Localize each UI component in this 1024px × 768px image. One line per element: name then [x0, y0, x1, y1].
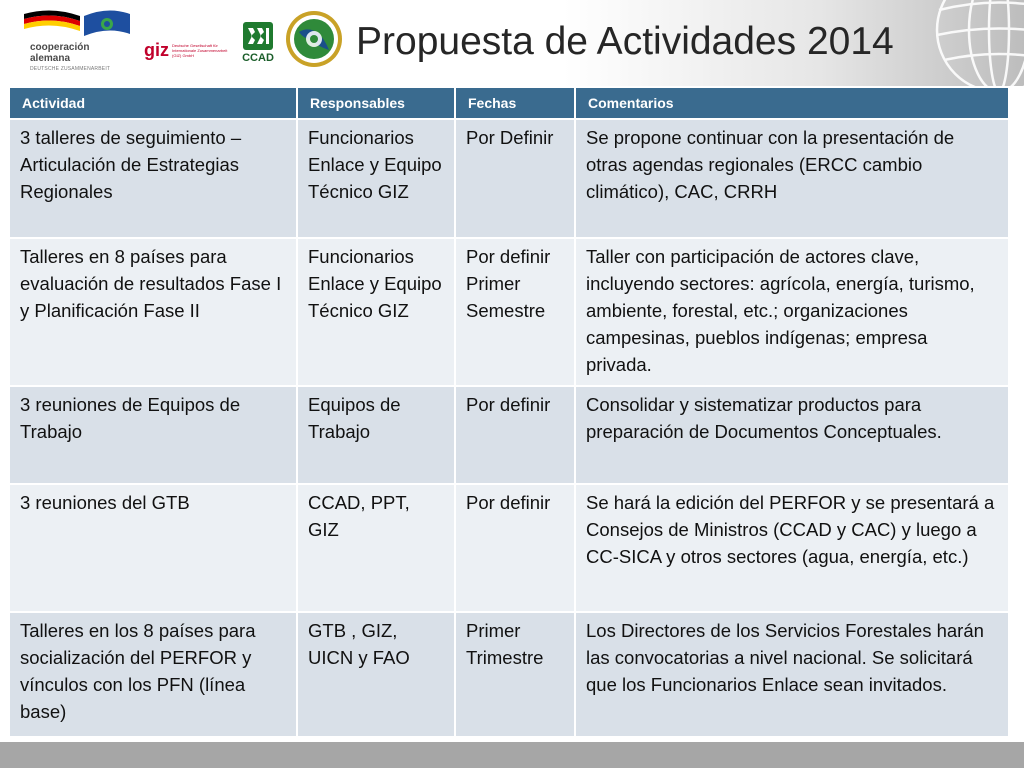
page-title: Propuesta de Actividades 2014	[356, 20, 894, 63]
cell-responsables: Equipos de Trabajo	[297, 386, 455, 484]
cell-responsables: GTB , GIZ, UICN y FAO	[297, 612, 455, 736]
table-row	[10, 484, 1008, 612]
cell-fechas: Por definir	[455, 386, 575, 484]
cell-comentarios: Se propone continuar con la presentación de otras agendas regionales (ERCC cambio climático), CAC, CRRH	[575, 119, 1008, 238]
cell-actividad: 3 talleres de seguimiento – Articulación de Estrategias Regionales	[10, 119, 297, 238]
cell-responsables: CCAD, PPT, GIZ	[297, 484, 455, 612]
cell-responsables: Funcionarios Enlace y Equipo Técnico GIZ	[297, 119, 455, 238]
header-fechas: Fechas	[455, 88, 575, 119]
cell-responsables: Funcionarios Enlace y Equipo Técnico GIZ	[297, 238, 455, 386]
table-row	[10, 386, 1008, 484]
header-actividad: Actividad	[10, 88, 297, 119]
cell-actividad: 3 reuniones de Equipos de Trabajo	[10, 386, 297, 484]
giz-logo	[144, 40, 234, 64]
cell-actividad: 3 reuniones del GTB	[10, 484, 297, 612]
ccad-logo	[241, 22, 275, 66]
cell-fechas: Por definir Primer Semestre	[455, 238, 575, 386]
header-comentarios: Comentarios	[575, 88, 1008, 119]
cell-comentarios: Taller con participación de actores clave, incluyendo sectores: agrícola, energía, turismo, ambiente, forestal, etc.; organizaciones campesinas, pueblos indígenas; empresa privada.	[575, 238, 1008, 386]
sica-seal-icon	[285, 10, 343, 68]
table-header-row	[10, 88, 1008, 119]
coop-line1: cooperación	[30, 42, 90, 53]
cell-actividad: Talleres en los 8 países para socialización del PERFOR y vínculos con los PFN (línea base)	[10, 612, 297, 736]
table-row	[10, 119, 1008, 238]
ccad-emblem-icon	[243, 22, 273, 50]
giz-small-text: Deutsche Gesellschaft für Internationale Zusammenarbeit (GIZ) GmbH	[172, 43, 228, 58]
german-flag-eu-icon	[22, 8, 132, 38]
cooperacion-alemana-logo	[22, 8, 137, 72]
cell-comentarios: Los Directores de los Servicios Forestales harán las convocatorias a nivel nacional. Se solicitará que los Funcionarios Enlace sean invitados.	[575, 612, 1008, 736]
slide-header	[0, 0, 1024, 86]
activities-table	[10, 88, 1008, 736]
cell-fechas: Primer Trimestre	[455, 612, 575, 736]
cell-fechas: Por definir	[455, 484, 575, 612]
giz-mark: giz	[144, 40, 169, 60]
cell-fechas: Por Definir	[455, 119, 575, 238]
cell-comentarios: Se hará la edición del PERFOR y se presentará a Consejos de Ministros (CCAD y CAC) y luego a CC-SICA y otros sectores (agua, energía, etc.)	[575, 484, 1008, 612]
coop-line2: alemana	[30, 53, 71, 64]
table-row	[10, 612, 1008, 736]
cell-comentarios: Consolidar y sistematizar productos para preparación de Documentos Conceptuales.	[575, 386, 1008, 484]
footer-bar	[0, 742, 1024, 768]
table-row	[10, 238, 1008, 386]
globe-decoration-icon	[904, 0, 1024, 86]
ccad-text: CCAD	[242, 52, 274, 64]
coop-sub: DEUTSCHE ZUSAMMENARBEIT	[30, 66, 111, 72]
header-responsables: Responsables	[297, 88, 455, 119]
cell-actividad: Talleres en 8 países para evaluación de resultados Fase I y Planificación Fase II	[10, 238, 297, 386]
